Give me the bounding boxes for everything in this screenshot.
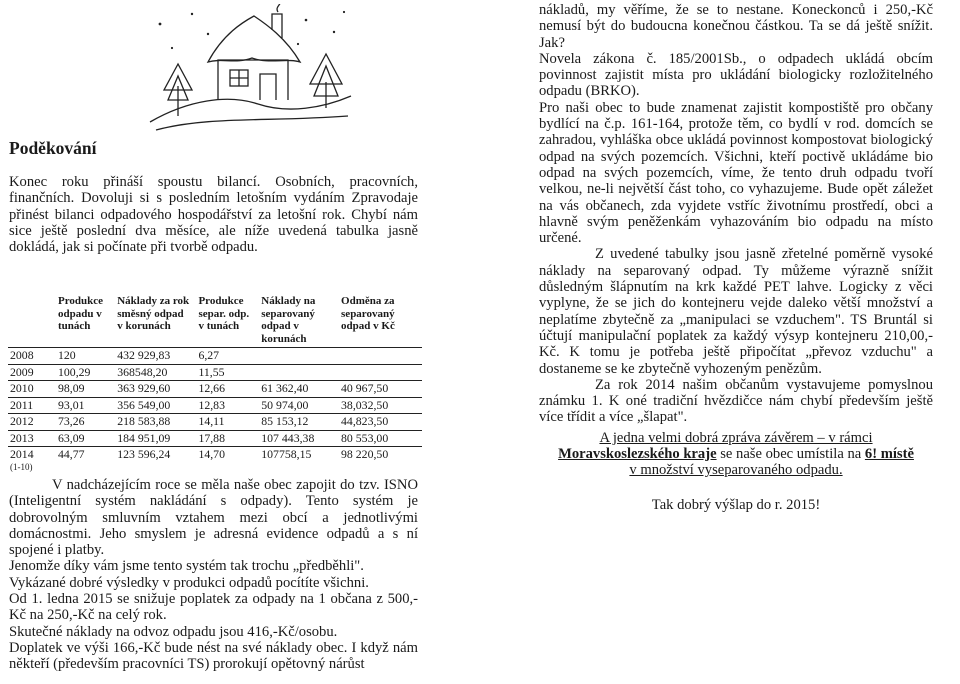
cell-mixed-costs: 218 583,88 [111,414,192,431]
surcharge-paragraph: Doplatek ve výši 166,-Kč bude nést na své náklady obec. I když nám někteří (především pracovníci TS) prorokují opětovný nárůst [9,639,418,673]
cell-mixed-costs: 363 929,60 [111,381,192,398]
cell-separated-costs: 107758,15 [255,447,335,473]
cell-production: 73,26 [52,414,111,431]
cell-reward [335,348,422,365]
good-news-line [539,430,933,446]
cell-reward [335,364,422,381]
table-row [8,430,422,447]
cell-separated-costs: 107 443,38 [255,430,335,447]
region-name: Moravskoslezského kraje [558,446,717,463]
cell-mixed-costs: 432 929,83 [111,348,192,365]
rank-place: 6! místě [864,446,914,463]
table-row [8,447,422,473]
cell-separated-costs: 61 362,40 [255,381,335,398]
table-header-separated-production: Produkce separ. odp. v tunách [198,295,250,332]
intro-paragraph: Konec roku přináší spoustu bilancí. Osobních, pracovních, finančních. Dovoluji si s posledním letošním vydáním Zpravodaje přinést bilanci odpadového hospodářství za letošní rok. Chybí nám sice ještě poslední dva měsíce, ale níže uvedená tabulka jasně dokládá, jak si počínate při tvorbě odpadu. [9,174,418,256]
cell-mixed-costs: 123 596,24 [111,447,192,473]
cell-mixed-costs: 184 951,09 [111,430,192,447]
cell-production: 120 [52,348,111,365]
separated-costs-paragraph: Z uvedené tabulky jsou jasně zřetelné poměrně vysoké náklady na separovaný odpad. Ty můžeme výrazně snížit důsledným šlápnutím na krk každé PET lahve. Logicky z věci vyplyne, že se jich do kontejneru vejde daleko větší množství a neplatíme zbytečně za „manipulaci se vzduchem". TS Bruntál si účtují manipulační poplatek za každý výsyp kontejneru 210,00,-Kč. K tomu je potřeba ještě připočítat „převoz vzduchu" a dostaneme se ke zbytečně vyhozeným penězům. [539,246,933,377]
cell-separated-production: 14,11 [192,414,255,431]
table-header-reward: Odměna za separovaný odpad v Kč [341,295,395,332]
actual-costs-paragraph: Skutečné náklady na odvoz odpadu jsou 416,-Kč/osobu. [9,623,338,640]
cell-production: 44,77 [52,447,111,473]
cell-reward: 98 220,50 [335,447,422,473]
cell-separated-production: 12,66 [192,381,255,398]
cell-year: 2009 [8,364,52,381]
compost-paragraph: Pro naši obec to bude znamenat zajistit kompostiště pro občany bydlící na č.p. 161-164, protože těm, co bydlí v rod. domcích se zahradou, vyhláška obce ukládá povinnost kompostovat biologický odpad na svých pozemcích. Všichni, kteří poctivě ukládáme bio odpad na svých pozemcích, víme, že tento druh odpadu tvoří velkou, ne-li největší část toho, co vyhazujeme. Bude opět záležet na vás občanech, zda vyjdete vstříc životnímu prostředí, obci a hlavně svým peněženkám vyhazováním bio odpadu na místo určené. [539,99,933,247]
cell-year-note: (1-10) [10,461,33,472]
cell-separated-costs [255,364,335,381]
table-header-mixed-costs: Náklady za rok směsný odpad v korunách [117,295,190,332]
table-header-production: Produkce odpadu v tunách [58,295,104,332]
cell-year: 2012 [8,414,52,431]
cell-mixed-costs: 356 549,00 [111,397,192,414]
table-row [8,348,422,365]
results-paragraph: Vykázané dobré výsledky v produkci odpadů pocítíte všichni. [9,574,369,591]
cell-separated-production: 11,55 [192,364,255,381]
region-rank-text: se naše obec umístila na [716,446,865,463]
cell-separated-production: 17,88 [192,430,255,447]
cell-production: 100,29 [52,364,111,381]
table-row [8,414,422,431]
overtaken-paragraph: Jenomže díky vám jsme tento systém tak trochu „předběhli". [9,558,364,575]
cell-separated-costs [255,348,335,365]
cell-separated-costs: 85 153,12 [255,414,335,431]
law-paragraph: Novela zákona č. 185/2001Sb., o odpadech ukládá obcím povinnost zajistit místa pro ukládání biologicky rozložitelného odpadu (BRKO). [539,50,933,100]
cell-production: 93,01 [52,397,111,414]
cell-separated-production: 12,83 [192,397,255,414]
cell-production: 98,09 [52,381,111,398]
cell-year: 2013 [8,430,52,447]
cell-separated-production: 6,27 [192,348,255,365]
cell-reward: 80 553,00 [335,430,422,447]
cell-reward: 44,823,50 [335,414,422,431]
cell-mixed-costs: 368548,20 [111,364,192,381]
good-news-text: A jedna velmi dobrá zpráva závěrem – v rámci [599,429,873,446]
table-row [8,364,422,381]
isno-paragraph: V nadcházejícím roce se měla naše obec zapojit do tzv. ISNO (Inteligentní systém nakládání s odpady). Tento systém je dobrovolným smluvním vztahem mezi obcí a jednotlivými domácnostmi. Jeho smyslem je adresná evidence odpadů a s ní spojené i platby. [9,477,418,559]
table-header-year [8,293,52,348]
table-header-row [8,293,422,348]
fee-paragraph: Od 1. ledna 2015 se snižuje poplatek za odpady na 1 občana z 500,-Kč na 250,-Kč na celý rok. [9,591,418,624]
separated-amount-text: v množství vyseparovaného odpadu. [629,462,843,479]
cell-separated-production: 14,70 [192,447,255,473]
section-heading: Poděkování [9,138,97,158]
cell-reward: 38,032,50 [335,397,422,414]
costs-paragraph: nákladů, my věříme, že se to nestane. Koneckonců i 250,-Kč nemusí být do budoucna konečnou částkou. Ta se dá ještě snížit. Jak? [539,2,933,51]
cell-separated-costs: 50 974,00 [255,397,335,414]
table-header-separated-costs: Náklady na separovaný odpad v korunách [261,295,316,345]
cell-year: 2010 [8,381,52,398]
region-rank-line [539,446,933,462]
isno-article [9,477,418,673]
winter-cottage-illustration [148,4,353,132]
separated-amount-line [539,462,933,478]
cell-year: 2011 [8,397,52,414]
cell-production: 63,09 [52,430,111,447]
waste-statistics-table [8,293,422,473]
cell-year: 2008 [8,348,52,365]
right-column-article [539,2,933,513]
grade-paragraph: Za rok 2014 našim občanům vystavujeme pomyslnou známku 1. K oné tradiční hvězdičce nám chybí především ještě více třídit a více „šlapat". [539,376,933,426]
table-row [8,397,422,414]
cell-year: 2014 (1-10) [8,447,52,473]
cell-reward: 40 967,50 [335,381,422,398]
table-row [8,381,422,398]
closing-wish: Tak dobrý výšlap do r. 2015! [651,496,821,513]
